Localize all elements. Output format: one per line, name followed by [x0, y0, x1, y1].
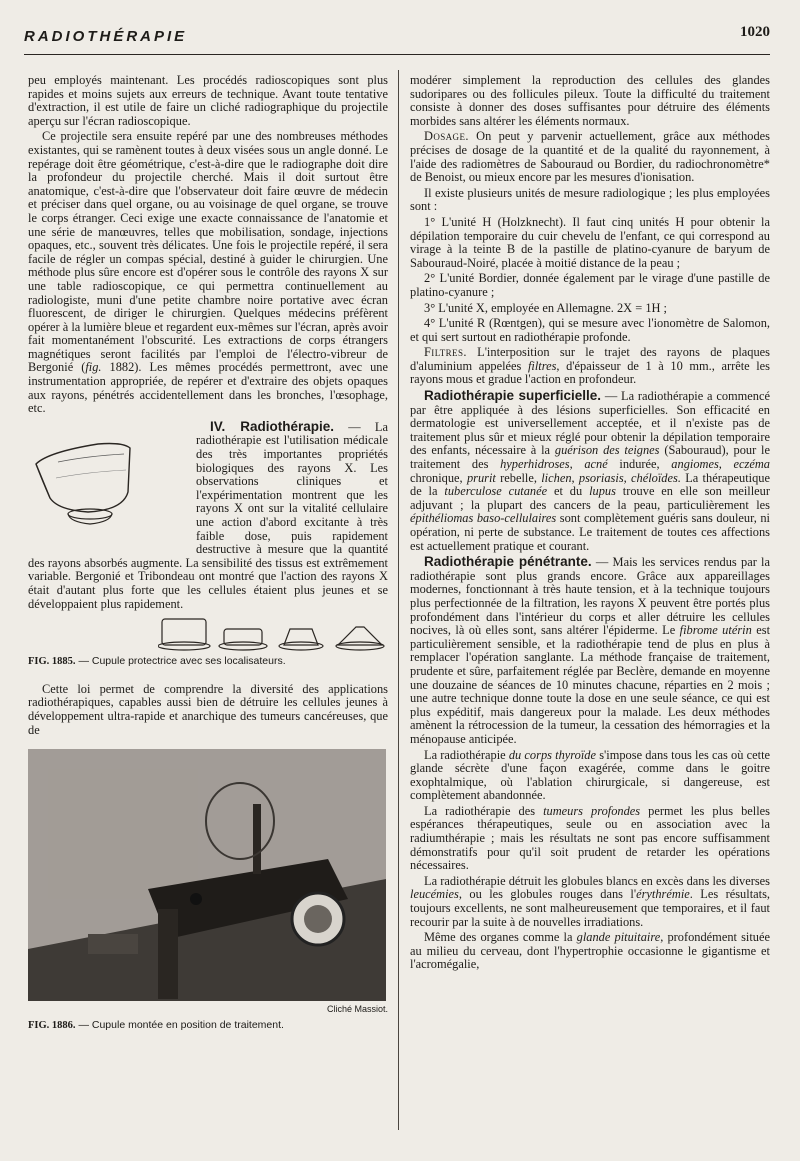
- localisateurs-row: [158, 617, 388, 651]
- paragraph-dosage: Dosage. On peut y parvenir actuellement, grâce aux méthodes précises de dosage de la quantité et de la qualité du rayonnement, à l'aide des radiomètres de Sabouraud ou Bordier, du radiochronomètre* de Benoist, ou mieux encore par les mesures d'ionisation.: [410, 129, 770, 185]
- paragraph: modérer simplement la reproduction des cellules des glandes sudoripares ou des follicules pileux. Toute la difficulté du traitement consiste à donner des doses suffisantes pour détruire des éléments morbides sans altérer les éléments normaux.: [410, 73, 770, 128]
- cupule-drawing: [28, 422, 188, 542]
- paragraph: peu employés maintenant. Les procédés radioscopiques sont plus rapides et moins sujets aux erreurs de technique. Avant toute tentative d'extraction, il est utile de faire un cliché radiographique du projectile aperçu sur l'écran radioscopique.: [28, 73, 388, 128]
- running-header: [24, 24, 770, 55]
- paragraph: La radiothérapie du corps thyroïde s'impose dans tous les cas où cette glande sécrète d'une façon exagérée, comme dans le goitre exophtalmique, où l'ablation chirurgicale, si dangereuse, est complètement abandonnée.: [410, 747, 771, 803]
- right-column: [410, 74, 770, 974]
- paragraph: Ce projectile sera ensuite repéré par une des nombreuses méthodes existantes, qui se ramènent toutes à deux visées sous un angle donné. Le repérage doit être géométrique, c'est-à-dire que le radiographe doit dire la profondeur du projectile cherché. Mais il doit surtout être anatomique, c'est-à-dire que l'observateur doit faire œuvre de médecin et préciser dans quel organe, ou au voisinage de quel organe, se trouve le corps étranger. Ceci exige une exacte connaissance de l'anatomie et une série de manœuvres, telles que mobilisation, sondage, injections opaques, etc., souvent très délicates. Une fois le projectile repéré, il sera facile de régler un compas spécial, destiné à guider le chirurgien. Une méthode plus sûre encore est d'opérer sous le contrôle des rayons X sur une table radioscopique, ce qui permettra continuellement au radiologiste, muni d'une petite chambre noire portative avec écran fluorescent, de diriger le chirurgien. Quelques médecins préfèrent opérer à la lumière bleue et regardent eux-mêmes sur l'écran, après avoir fait momentanément l'obscurité. Les extractions de corps étrangers magnétiques seront facilités par l'emploi de l'électro-vibreur de Bergonié (fig. 1882). Les mêmes procédés permettront, avec une instrumentation appropriée, de repérer et d'extraire des objets opaques aux rayons, pénétrés accidentellement dans les bronches, l'œsophage, etc.: [28, 129, 389, 416]
- figure-1885-caption: FIG. 1885. — Cupule protectrice avec ses localisateurs.: [28, 655, 286, 668]
- column-divider: [398, 70, 399, 1130]
- localisateurs-drawing: [158, 617, 388, 651]
- paragraph-radiotherapie-superficielle: Radiothérapie superficielle. — La radiothérapie a commencé par être appliquée à des lésions superficielles. Son efficacité en dermatologie est universellement acceptée, et il n'existe pas de traitement plus sûr et mieux réglé pour obtenir la dépilation temporaire des enfants, nécessaire à la guérison des teignes (Sabouraud), pour le traitement des hyperhidroses, acné indurée, angiomes, eczéma chronique, prurit rebelle, lichen, psoriasis, chéloïdes. La thérapeutique de la tuberculose cutanée et du lupus trouve en elle son meilleur adjuvant ; la plupart des cancers de la peau, particulièrement les épithéliomas baso-cellulaires sont complètement guéris sans douleur, ni opération, ni perte de substance. Le traitement de toutes ces affections est actuellement pratique et courant.: [410, 388, 771, 553]
- list-item: 1° L'unité H (Holzknecht). Il faut cinq unités H pour obtenir la dépilation temporaire du cuir chevelu de l'enfant, ce qui correspond au virage à la teinte B de la pastille de platino-cyanure de baryum de Sabouraud-Noiré, placée à moitié distance de la peau ;: [410, 214, 770, 270]
- running-title: RADIOTHÉRAPIE: [24, 28, 188, 45]
- section-heading: IV. Radiothérapie.: [210, 418, 334, 434]
- figure-1885-cupule-illustration: [28, 422, 188, 542]
- figure-1886-caption: FIG. 1886. — Cupule montée en position de traitement.: [28, 1018, 284, 1031]
- paragraph: Il existe plusieurs unités de mesure radiologique ; les plus employées sont :: [410, 185, 770, 214]
- list-item: 4° L'unité R (Rœntgen), qui se mesure avec l'ionomètre de Salomon, et qui sert surtout en radiothérapie profonde.: [410, 316, 770, 344]
- list-item: 3° L'unité X, employée en Allemagne. 2X = 1H ;: [424, 300, 668, 315]
- figure-1886-photo: [28, 749, 386, 1001]
- left-column: [28, 74, 388, 1046]
- paragraph: Même des organes comme la glande pituitaire, profondément située au milieu du cerveau, dont l'hypertrophie occasionne le gigantisme et l'acromégalie,: [410, 930, 771, 972]
- page-number: 1020: [740, 24, 770, 40]
- photo-credit: Cliché Massiot.: [326, 1004, 388, 1015]
- list-item: 2° L'unité Bordier, donnée également par le virage d'une pastille de platino-cyanure ;: [410, 271, 770, 299]
- treatment-apparatus-photo: [28, 749, 386, 1001]
- paragraph-radiotherapie-penetrante: Radiothérapie pénétrante. — Mais les services rendus par la radiothérapie sont plus grands encore. Grâce aux appareillages modernes, fonctionnant à très haute tension, et à la technique toujours plus perfectionnée de la filtration, les rayons X peuvent être portés plus profondément dans l'intérieur du corps et aller détruire les cellules nocives, là où elles sont, sans altérer l'épiderme. Le fibrome utérin est particulièrement sensible, et la radiothérapie tend de plus en plus à remplacer l'opération sanglante. La méthode française de traitement, prudente et sûre, parfaitement réglée par Beclère, demande en moyenne une douzaine de séances de 10 minutes chacune, réparties en 2 mois ; une autre technique donne toute la dose en une seule séance, ce qui est plus expéditif, mais dangereux pour la malade. Les deux méthodes amènent la rétrocession de la tumeur, la cessation des hémorragies et la ménopause anticipée.: [410, 554, 771, 746]
- subsection-heading: Radiothérapie superficielle.: [424, 388, 602, 404]
- section-radiotherapie: IV. Radiothérapie. — La radiothérapie est l'utilisation médicale des très importantes propriétés biologiques des rayons X. Les observations cliniques et l'expérimentation montrent que les rayons X ont sur la vitalité cellulaire une action d'abord excitante à très faible dose, puis rapidement destructive à mesure que la quantité des rayons absorbés augmente. La sensibilité des tissus est extrêmement variable. Bergonié et Tribondeau ont montré que l'action des rayons X était d'autant plus forte que les cellules étaient plus jeunes et se développaient plus rapidement.: [28, 418, 388, 611]
- paragraph-filtres: Filtres. L'interposition sur le trajet des rayons de plaques d'aluminium appelées filtres, d'épaisseur de 1 à 10 mm., arrête les rayons mous et gradue l'action en profondeur.: [410, 345, 770, 387]
- paragraph: La radiothérapie détruit les globules blancs en excès dans les diverses leucémies, ou les globules rouges dans l'érythrémie. Les résultats, toujours excellents, ne sont malheureusement que temporaires, et il faut recourir par la suite à de nouvelles irradiations.: [410, 873, 770, 929]
- paragraph: La radiothérapie des tumeurs profondes permet les plus belles espérances thérapeutiques, seule ou en association avec la radiumthérapie ; mais les résultats ne sont pas encore suffisamment démonstratifs pour qu'il soit prudent de retarder les opérations nécessaires.: [410, 803, 770, 873]
- subsection-heading: Radiothérapie pénétrante.: [424, 554, 592, 570]
- paragraph: Cette loi permet de comprendre la diversité des applications radiothérapiques, capables aussi bien de détruire les cellules jeunes à développement ultra-rapide et anarchique des tumeurs cancéreuses, que de: [28, 681, 388, 737]
